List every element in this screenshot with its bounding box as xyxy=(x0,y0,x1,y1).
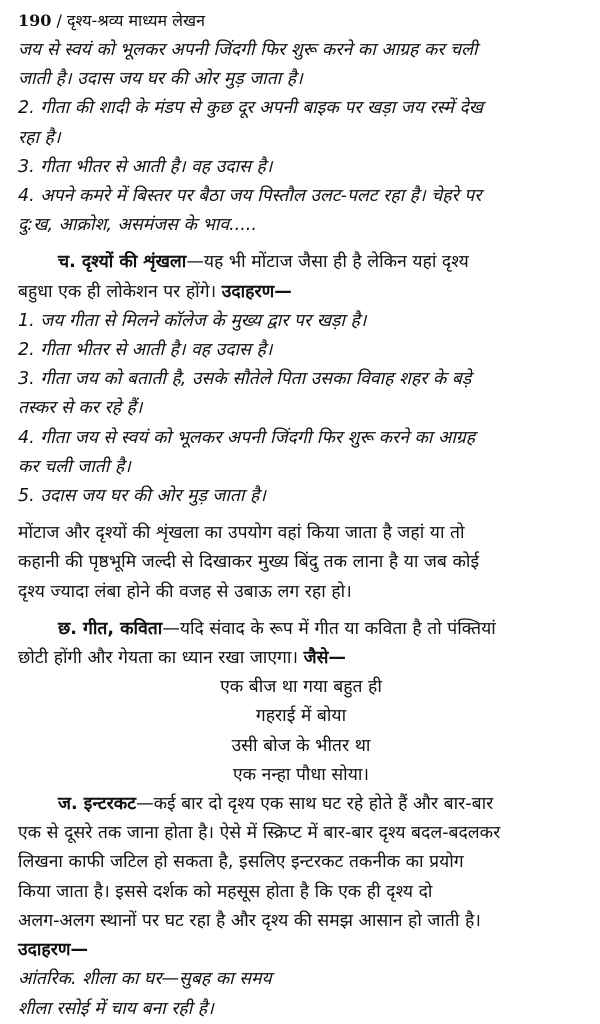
text-line: आंतरिक. शीला का घर—सुबह का समय xyxy=(18,969,272,990)
text-line: दृश्य ज्यादा लंबा होने की वजह से उबाऊ लग रहा हो। xyxy=(18,581,352,602)
list-item: 2. गीता भीतर से आती है। वह उदास है। xyxy=(18,340,273,361)
list-item: तस्कर से कर रहे हैं। xyxy=(18,398,143,419)
list-item: 1. जय गीता से मिलने कॉलेज के मुख्य द्वार पर खड़ा है। xyxy=(18,310,367,331)
text-line: लिखना काफी जटिल हो सकता है, इसलिए इन्टरकट तकनीक का प्रयोग xyxy=(18,852,464,873)
poem-line: गहराई में बोया xyxy=(255,706,347,727)
list-item: 4. गीता जय से स्वयं को भूलकर अपनी जिंदगी फिर शुरू करने का आग्रह xyxy=(18,427,476,448)
text-line: शीला रसोई में चाय बना रही है। xyxy=(18,998,214,1019)
text-line: जय से स्वयं को भूलकर अपनी जिंदगी फिर शुरू करने का आग्रह कर चली xyxy=(18,40,478,60)
text-line: 3. गीता भीतर से आती है। वह उदास है। xyxy=(18,156,273,177)
text-line: छोटी होंगी और गेयता का ध्यान रखा जाएगा। जैसे— xyxy=(18,648,346,669)
poem-line: एक नन्हा पौधा सोया। xyxy=(232,764,370,785)
example-label: जैसे— xyxy=(303,648,346,669)
section-heading: च. दृश्यों की शृंखला xyxy=(58,252,187,273)
text-line: 4. अपने कमरे में बिस्तर पर बैठा जय पिस्तौल उलट-पलट रहा है। चेहरे पर xyxy=(18,186,482,207)
section-heading: छ. गीत, कविता xyxy=(58,618,163,639)
section-heading-line: ज. इन्टरकट—कई बार दो दृश्य एक साथ घट रहे होते हैं और बार-बार xyxy=(58,794,494,815)
text-line: जाती है। उदास जय घर की ओर मुड़ जाता है। xyxy=(18,69,303,90)
section-heading: ज. इन्टरकट xyxy=(58,794,137,815)
text-line: मोंटाज और दृश्यों की शृंखला का उपयोग वहां किया जाता है जहां या तो xyxy=(18,523,465,544)
running-title: / दृश्य-श्रव्य माध्यम लेखन xyxy=(56,11,205,30)
book-page xyxy=(18,8,584,1024)
page-header xyxy=(18,8,584,36)
list-item: कर चली जाती है। xyxy=(18,456,131,477)
text-line: अलग-अलग स्थानों पर घट रहा है और दृश्य की समझ आसान हो जाती है। xyxy=(18,910,481,931)
text-line: 2. गीता की शादी के मंडप से कुछ दूर अपनी बाइक पर खड़ा जय रस्में देख xyxy=(18,98,484,119)
poem-line: एक बीज था गया बहुत ही xyxy=(220,677,382,698)
list-item: 3. गीता जय को बताती है, उसके सौतेले पिता उसका विवाह शहर के बड़े xyxy=(18,369,472,390)
example-label: उदाहरण— xyxy=(221,281,292,302)
text-line: किया जाता है। इससे दर्शक को महसूस होता है कि एक ही दृश्य दो xyxy=(18,881,433,902)
poem-line: उसी बोज के भीतर था xyxy=(231,735,371,756)
example-label: उदाहरण— xyxy=(18,940,89,961)
list-item: 5. उदास जय घर की ओर मुड़ जाता है। xyxy=(18,486,266,507)
text-line: रहा है। xyxy=(18,127,61,148)
page-number: 190 xyxy=(18,11,52,30)
text-line: कहानी की पृष्ठभूमि जल्दी से दिखाकर मुख्य बिंदु तक लाना है या जब कोई xyxy=(18,552,480,573)
text-line: दु:ख, आक्रोश, असमंजस के भाव..... xyxy=(18,215,257,236)
section-heading-line: छ. गीत, कविता—यदि संवाद के रूप में गीत या कविता है तो पंक्तियां xyxy=(58,618,496,639)
text-line: एक से दूसरे तक जाना होता है। ऐसे में स्क्रिप्ट में बार-बार दृश्य बदल-बदलकर xyxy=(18,823,501,844)
text-line: बहुधा एक ही लोकेशन पर होंगे। उदाहरण— xyxy=(18,281,292,302)
section-heading-line: च. दृश्यों की शृंखला—यह भी मोंटाज जैसा ही है लेकिन यहां दृश्य xyxy=(58,252,469,273)
